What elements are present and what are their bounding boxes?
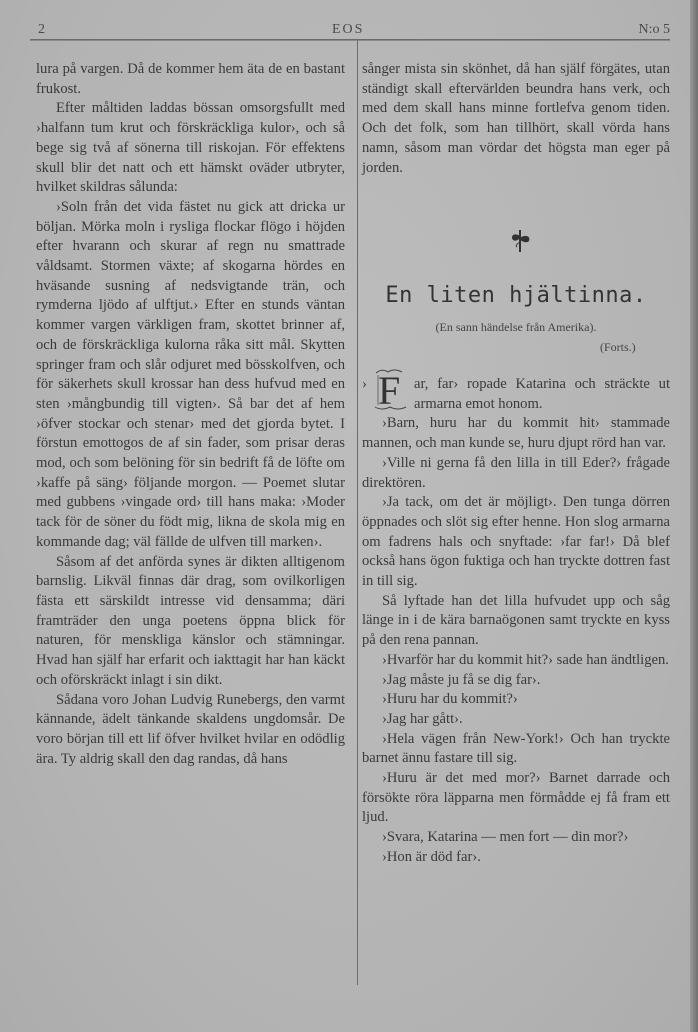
paragraph: Såsom af det anförda synes är dikten alltigenom barnslig. Likväl finnas där drag, som ovilkorligen fästa ett särskildt intresse vid densamma; däri framträder den unga poetens öppna blick för naturen, för menskliga känslor och stämningar. Hvad han själf har erfarit och iakttagit har han käckt och oförskräckt inlagt i sin dikt. xyxy=(36,553,345,688)
paragraph: ›Hvarför har du kommit hit?› sade han ändtligen. xyxy=(382,651,669,668)
open-quote: › xyxy=(362,376,367,392)
paragraph: ›Soln från det vida fästet nu gick att dricka ur böljan. Mörka moln i rysliga flockar flögo i höjden efter hvarann och skurar af regn nu smattrade våldsamt. Stormen växte; af skogarna hördes en hväsande susning af nedsvigtande trän, och rymderna ljödo af ulftjut.› Efter en stunds väntan kommer vargen värkligen fram, skottet brinner af, och de förskräckliga kulorna råka sitt mål. Skytten springer fram och slår odjuret med bösskolfven, och för säkerhets skull krossar han dess hufvud med en sten ›mångbundig till vigten›. Så bar det af hem ›öfver stockar och stenar› med det gjorda bytet. I förstun emottogos de af sin fader, som prisar deras mod, och som belöning för sin bedrift få de löfte om ›kaffe på säng› följande morgon. — Poemet slutar med gubbens ›vingade ord› till hans maka: ›Moder tack för de söner du födt mig, likna de skola mig en kommande dag; väl fällde de ulfven till marken›. xyxy=(36,198,345,550)
paragraph: ›Huru har du kommit?› xyxy=(382,691,518,708)
story-title: En liten hjältinna. xyxy=(385,283,647,308)
paragraph: ›Ville ni gerna få den lilla in till Eder?› frågade direktören. xyxy=(362,454,670,491)
first-paragraph xyxy=(362,368,670,414)
paragraph: ›Ja tack, om det är möjligt›. Den tunga dörren öppnades och slöt sig efter henne. Hon slog armarna om fadrens hals och snyftade: ›far far!› Då blef också hans ögon fuktiga och han tryckte dottren fast in till sig. xyxy=(362,494,670,590)
first-paragraph-text: ar, far› ropade Katarina och sträckte ut armarna emot honom. xyxy=(414,376,670,412)
dropcap-letter: F xyxy=(378,368,401,413)
page-header xyxy=(30,16,670,38)
publication-title: EOS xyxy=(332,22,365,37)
paragraph: ›Hon är död far›. xyxy=(382,848,481,865)
dropcap-ornament xyxy=(372,367,410,413)
left-column xyxy=(36,60,345,769)
column-divider xyxy=(357,40,358,985)
page-edge-shadow xyxy=(690,0,698,1032)
right-column-continuation xyxy=(362,60,670,178)
paragraph: Sådana voro Johan Ludvig Runebergs, den varmt kännande, ädelt tänkande skaldens ungdomsår. De voro början till ett lif öfver hvilket hvilar en odödlig ära. Ty aldrig skall den dag randas, då hans xyxy=(36,691,345,767)
paragraph: Så lyftade han det lilla hufvudet upp och såg länge in i de kära barnaögonen samt tryckte en kyss på den rena pannan. xyxy=(362,592,670,649)
paragraph: sånger mista sin skönhet, då han själf förgätes, utan ständigt skall eftervärlden beundra hans verk, och med dem skall hans minne fortlefva genom tiden. Och det folk, som han tillhört, skall vörda hans namn, såsom man vördar det högsta man eger på jorden. xyxy=(362,61,670,176)
paragraph: ›Svara, Katarina — men fort — din mor?› xyxy=(382,829,629,846)
paragraph: Efter måltiden laddas bössan omsorgsfullt med ›halfann tum krut och förskräckliga kulor›, och så bege sig två af sönerna till riskojan. För effektens skull blir det natt och ett hämskt oväder utbryter, hvilket skildras sålunda: xyxy=(36,100,345,196)
paragraph: ›Huru är det med mor?› Barnet darrade och försökte röra läpparna men förmådde ej få fram ett ljud. xyxy=(362,770,670,826)
header-rule xyxy=(30,39,670,41)
paragraph: ›Jag har gått›. xyxy=(382,710,463,727)
page-number: 2 xyxy=(38,22,45,37)
story-subtitle: (En sann händelse från Amerika). xyxy=(435,320,597,334)
paragraph: lura på vargen. Då de kommer hem äta de en bastant frukost. xyxy=(36,61,345,97)
leaf-ornament-icon xyxy=(500,226,540,256)
paragraph: ›Barn, huru har du kommit hit› stammade mannen, och man kunde se, huru djupt rörd han var. xyxy=(362,415,670,452)
continued-marker: (Forts.) xyxy=(600,340,636,354)
paragraph: ›Hela vägen från New-York!› Och han tryckte barnet ännu fastare till sig. xyxy=(362,730,670,767)
issue-number: N:o 5 xyxy=(638,22,670,37)
story-body xyxy=(362,368,670,868)
paragraph: ›Jag måste ju få se dig far›. xyxy=(382,671,541,688)
